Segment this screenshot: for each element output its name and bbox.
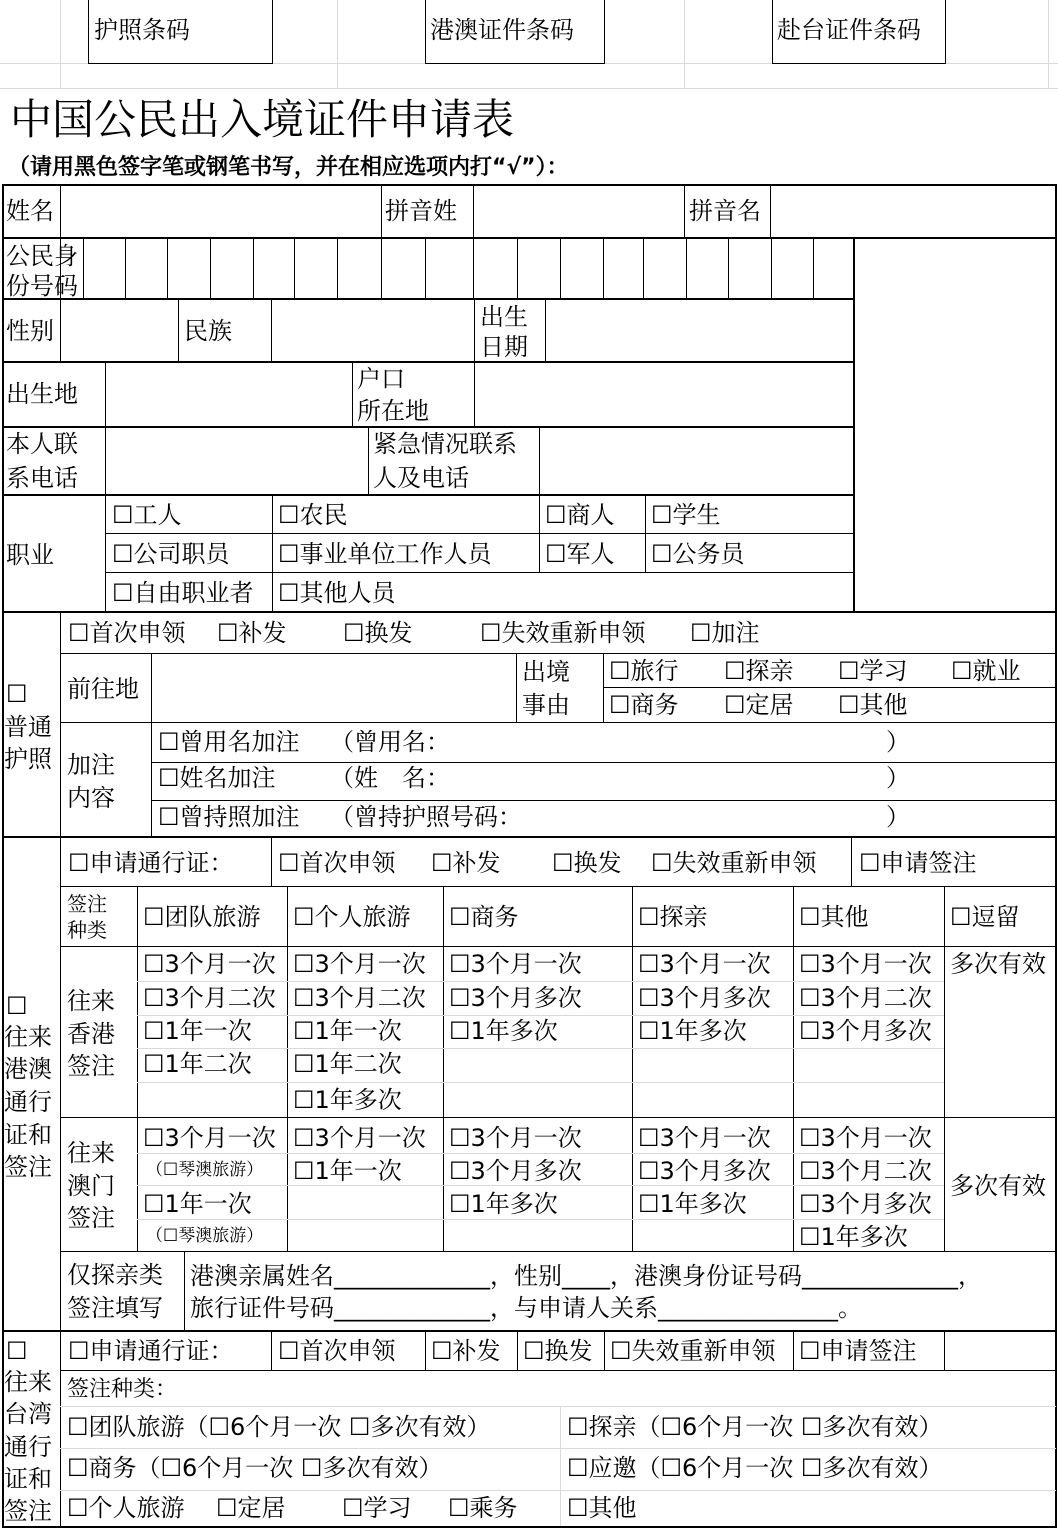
hkmo-visa-business[interactable]: ☐商务: [449, 903, 519, 931]
hk-visa-option[interactable]: ☐3个月一次: [293, 950, 426, 978]
mo-hengqin-2[interactable]: （☐琴澳旅游）: [146, 1226, 264, 1246]
row-line: [60, 1370, 1056, 1371]
hk-visa-option[interactable]: ☐3个月一次: [143, 950, 276, 978]
mo-visa-option[interactable]: ☐3个月一次: [799, 1124, 932, 1152]
occupation-freelancer[interactable]: ☐自由职业者: [112, 579, 254, 607]
mo-hengqin-1[interactable]: （☐琴澳旅游）: [146, 1160, 264, 1180]
hkmo-side-label-4: 证和: [4, 1121, 52, 1149]
hkmo-side-label-5: 签注: [4, 1153, 52, 1181]
visit-only-label-1: 仅探亲类: [67, 1261, 163, 1289]
mo-visa-option[interactable]: ☐3个月一次: [449, 1124, 582, 1152]
reason-study[interactable]: ☐学习: [838, 657, 908, 685]
hkmacao-barcode-label: 港澳证件条码: [430, 16, 574, 44]
taiwan-business[interactable]: ☐商务（☐6个月一次 ☐多次有效）: [67, 1454, 443, 1482]
ethnicity-field[interactable]: [273, 300, 473, 360]
row-line: [151, 762, 1056, 763]
row-line: [137, 1082, 944, 1083]
col-line: [560, 1406, 561, 1526]
phone-field[interactable]: [107, 428, 367, 492]
mo-visa-option[interactable]: ☐1年多次: [638, 1190, 747, 1218]
page-title: 中国公民出入境证件申请表: [10, 95, 515, 144]
hk-visa-option[interactable]: ☐1年一次: [293, 1017, 402, 1045]
row-line: [60, 1448, 1056, 1449]
taiwan-reissue[interactable]: ☐补发: [431, 1337, 501, 1365]
row-line: [137, 1015, 944, 1016]
row-line: [2, 836, 1056, 838]
row-line: [2, 611, 1056, 613]
endorse-prev-passport[interactable]: ☐曾持照加注: [158, 803, 300, 831]
hk-visa-option[interactable]: ☐3个月二次: [143, 984, 276, 1012]
hk-visa-option[interactable]: ☐1年一次: [143, 1017, 252, 1045]
endorse-close-3: ）: [886, 803, 910, 831]
taiwan-family[interactable]: ☐探亲（☐6个月一次 ☐多次有效）: [567, 1413, 943, 1441]
id-digit-cell[interactable]: [687, 239, 727, 297]
reason-label-line1: 出境: [522, 658, 570, 686]
occupation-label: 职业: [6, 541, 54, 569]
gridline: [684, 0, 685, 88]
id-digit-cell[interactable]: [772, 239, 812, 297]
hkmo-apply-permit[interactable]: ☐申请通行证：: [68, 849, 234, 877]
occupation-student[interactable]: ☐学生: [651, 501, 721, 529]
destination-field[interactable]: [153, 655, 515, 721]
hk-label-3: 签注: [67, 1052, 115, 1080]
occupation-employee[interactable]: ☐公司职员: [112, 540, 230, 568]
col-line: [137, 886, 138, 1251]
col-line: [271, 298, 272, 361]
gender-label: 性别: [6, 317, 54, 345]
occupation-worker[interactable]: ☐工人: [112, 501, 182, 529]
taiwan-checkbox[interactable]: ☐: [6, 1337, 28, 1365]
hk-label-2: 香港: [67, 1020, 115, 1048]
row-line: [137, 1048, 944, 1049]
mo-visa-option: 多次有效: [950, 1172, 1046, 1200]
hkmo-side-label-2: 港澳: [4, 1055, 52, 1083]
col-line: [539, 494, 540, 572]
col-line: [271, 1330, 272, 1370]
taiwan-group-tour[interactable]: ☐团队旅游（☐6个月一次 ☐多次有效）: [67, 1413, 491, 1441]
passport-barcode-box[interactable]: [88, 0, 273, 64]
mo-visa-option[interactable]: ☐3个月二次: [799, 1157, 932, 1185]
hk-visa-option[interactable]: ☐3个月多次: [799, 1017, 932, 1045]
name-field[interactable]: [62, 186, 380, 236]
hkmo-side-label-1: 往来: [4, 1023, 52, 1051]
hkmo-visa-group-tour[interactable]: ☐团队旅游: [143, 903, 261, 931]
row-line: [60, 722, 1056, 723]
occupation-other[interactable]: ☐其他人员: [278, 579, 396, 607]
page-subtitle: （请用黑色签字笔或钢笔书写，并在相应选项内打“√”）：: [8, 155, 569, 180]
id-digit-cell[interactable]: [814, 239, 852, 297]
col-line: [851, 836, 852, 886]
id-digit-cell[interactable]: [426, 239, 472, 297]
hk-visa-option[interactable]: ☐3个月二次: [799, 984, 932, 1012]
gender-field[interactable]: [62, 300, 177, 360]
form-border-left: [2, 184, 4, 1528]
hukou-label-line2: 所在地: [357, 397, 429, 425]
endorse-name-hint: （姓 名：: [330, 764, 450, 792]
taiwan-visa-type-label: 签注种类：: [67, 1377, 178, 1402]
id-digit-cell[interactable]: [168, 239, 209, 297]
phone-label-line1: 本人联: [6, 430, 78, 458]
endorse-prev-passport-hint: （曾持护照号码：: [330, 803, 522, 831]
hk-visa-option[interactable]: ☐3个月多次: [449, 984, 582, 1012]
taiwan-crew[interactable]: ☐乘务: [448, 1494, 518, 1522]
passport-side-label-2: 护照: [4, 745, 52, 773]
taiwan-side-label-1: 往来: [4, 1368, 52, 1396]
taiwan-other[interactable]: ☐其他: [567, 1494, 637, 1522]
col-line: [517, 1330, 518, 1370]
id-digit-cell[interactable]: [518, 239, 559, 297]
id-digit-cell[interactable]: [561, 239, 602, 297]
visit-info-line2[interactable]: 旅行证件号码_____________，与申请人关系_______________。: [190, 1294, 862, 1322]
occupation-merchant[interactable]: ☐商人: [545, 501, 615, 529]
col-line: [645, 494, 646, 572]
row-line: [2, 1330, 1056, 1332]
row-line: [60, 653, 1056, 654]
visit-only-label-2: 签注填写: [67, 1294, 163, 1322]
taiwan-first-apply[interactable]: ☐首次申领: [278, 1337, 396, 1365]
id-digit-cell[interactable]: [382, 239, 424, 297]
mo-visa-option[interactable]: ☐3个月多次: [799, 1190, 932, 1218]
hk-visa-option[interactable]: ☐3个月一次: [449, 950, 582, 978]
form-border-right: [1055, 184, 1057, 1528]
passport-endorse[interactable]: ☐加注: [690, 619, 760, 647]
endorse-close-2: ）: [886, 764, 910, 792]
phone-label-line2: 系电话: [6, 464, 78, 492]
id-digit-cell[interactable]: [126, 239, 166, 297]
row-line: [137, 1153, 944, 1154]
reason-settle[interactable]: ☐定居: [724, 691, 794, 719]
hkmo-apply-visa[interactable]: ☐申请签注: [859, 849, 977, 877]
pinyin-surname-label: 拼音姓: [385, 197, 457, 225]
passport-first-apply[interactable]: ☐首次申领: [68, 619, 186, 647]
hkmo-visa-family[interactable]: ☐探亲: [638, 903, 708, 931]
col-line: [352, 361, 353, 426]
col-line: [770, 184, 771, 237]
hk-visa-option[interactable]: ☐1年二次: [293, 1050, 402, 1078]
emergency-label-line1: 紧急情况联系: [373, 430, 517, 458]
col-line: [184, 1251, 185, 1330]
reason-employment[interactable]: ☐就业: [951, 657, 1021, 685]
visit-info-line1[interactable]: 港澳亲属姓名_____________，性别____，港澳身份证号码_____________，: [190, 1262, 982, 1290]
col-line: [684, 184, 685, 237]
gridline: [1048, 0, 1049, 88]
row-line: [137, 1219, 944, 1220]
taiwan-side-label-3: 通行: [4, 1433, 52, 1461]
mo-visa-option[interactable]: ☐3个月一次: [638, 1124, 771, 1152]
birthplace-field[interactable]: [107, 363, 351, 425]
pinyin-surname-field[interactable]: [475, 186, 683, 236]
hkmo-visa-type-label-2: 种类: [67, 918, 107, 942]
col-line: [516, 653, 517, 722]
dob-label-line2: 日期: [480, 333, 528, 361]
taiwan-side-label-4: 证和: [4, 1465, 52, 1493]
col-line: [853, 237, 855, 611]
taiwan-invited[interactable]: ☐应邀（☐6个月一次 ☐多次有效）: [567, 1454, 943, 1482]
hkmo-checkbox[interactable]: ☐: [6, 992, 28, 1020]
reason-visit-family[interactable]: ☐探亲: [724, 657, 794, 685]
row-line: [105, 533, 853, 534]
hkmo-visa-individual-tour[interactable]: ☐个人旅游: [293, 903, 411, 931]
col-line: [443, 886, 444, 1251]
gridline: [337, 0, 338, 88]
taiwan-side-label-5: 签注: [4, 1497, 52, 1525]
hk-visa-option[interactable]: ☐3个月二次: [293, 984, 426, 1012]
col-line: [271, 836, 272, 886]
row-line: [60, 886, 1056, 887]
col-line: [944, 886, 945, 1251]
id-digit-cell[interactable]: [338, 239, 380, 297]
mo-visa-option[interactable]: ☐3个月多次: [449, 1157, 582, 1185]
mo-visa-option[interactable]: ☐3个月一次: [293, 1124, 426, 1152]
mo-visa-option[interactable]: ☐1年多次: [449, 1190, 558, 1218]
taiwan-apply-permit[interactable]: ☐申请通行证：: [68, 1337, 234, 1365]
col-line: [151, 653, 152, 836]
mo-1y-single[interactable]: ☐1年一次: [143, 1190, 252, 1218]
hkmo-reissue[interactable]: ☐补发: [431, 849, 501, 877]
reason-label-line2: 事由: [522, 691, 570, 719]
hkmo-renew[interactable]: ☐换发: [552, 849, 622, 877]
endorse-close-1: ）: [886, 728, 910, 756]
col-line: [545, 298, 546, 361]
reason-other[interactable]: ☐其他: [838, 691, 908, 719]
col-line: [178, 298, 179, 361]
id-digit-cell[interactable]: [295, 239, 336, 297]
hkmo-visa-stay[interactable]: ☐逗留: [950, 903, 1020, 931]
id-label-line1: 公民身: [6, 242, 78, 270]
endorse-content-label-1: 加注: [67, 751, 115, 779]
passport-reapply-invalid[interactable]: ☐失效重新申领: [480, 619, 646, 647]
occupation-soldier[interactable]: ☐军人: [545, 540, 615, 568]
hkmacao-barcode-box[interactable]: [425, 0, 605, 64]
col-line: [474, 298, 475, 361]
col-line: [60, 298, 61, 361]
gridline: [0, 88, 1058, 89]
hk-visa-option[interactable]: ☐1年多次: [638, 1017, 747, 1045]
hk-visa-option[interactable]: ☐3个月多次: [638, 984, 771, 1012]
hk-visa-option[interactable]: ☐1年多次: [449, 1017, 558, 1045]
passport-renew[interactable]: ☐换发: [343, 619, 413, 647]
row-line: [60, 1117, 1056, 1118]
endorse-name[interactable]: ☐姓名加注: [158, 764, 276, 792]
col-line: [287, 886, 288, 1251]
name-label: 姓名: [6, 197, 54, 225]
taiwan-apply-visa[interactable]: ☐申请签注: [799, 1337, 917, 1365]
col-line: [474, 361, 475, 426]
col-line: [632, 886, 633, 1251]
hkmo-visa-other[interactable]: ☐其他: [799, 903, 869, 931]
col-line: [604, 1330, 605, 1370]
row-line: [60, 946, 1056, 947]
taiwan-side-label-2: 台湾: [4, 1400, 52, 1428]
taiwan-individual-tour[interactable]: ☐个人旅游: [67, 1494, 185, 1522]
col-line: [105, 361, 106, 611]
id-digit-cell[interactable]: [729, 239, 770, 297]
row-line: [151, 800, 1056, 801]
mo-label-3: 签注: [67, 1204, 115, 1232]
passport-checkbox[interactable]: ☐: [6, 680, 28, 708]
row-line: [60, 1406, 1056, 1407]
passport-barcode-label: 护照条码: [94, 16, 190, 44]
hkmo-visa-type-label-1: 签注: [67, 892, 107, 916]
col-line: [381, 184, 382, 237]
reason-travel[interactable]: ☐旅行: [609, 657, 679, 685]
col-line: [368, 426, 369, 494]
col-line: [793, 1330, 794, 1370]
taiwan-study[interactable]: ☐学习: [342, 1494, 412, 1522]
hk-visa-option[interactable]: ☐1年多次: [293, 1086, 402, 1114]
row-line: [603, 687, 1056, 688]
destination-label: 前往地: [67, 675, 139, 703]
endorse-former-name[interactable]: ☐曾用名加注: [158, 728, 300, 756]
hk-visa-option[interactable]: ☐3个月一次: [638, 950, 771, 978]
id-label-line2: 份号码: [6, 272, 78, 300]
pinyin-given-field[interactable]: [772, 186, 1054, 236]
hk-visa-option: 多次有效: [950, 950, 1046, 978]
passport-side-label-1: 普通: [4, 713, 52, 741]
occupation-civil-servant[interactable]: ☐公务员: [651, 540, 745, 568]
id-digit-cell[interactable]: [254, 239, 293, 297]
col-line: [539, 426, 540, 494]
col-line: [425, 1330, 426, 1370]
birthplace-label: 出生地: [6, 380, 78, 408]
ethnicity-label: 民族: [184, 317, 232, 345]
col-line: [473, 184, 474, 237]
taiwan-settle[interactable]: ☐定居: [216, 1494, 286, 1522]
mo-label-2: 澳门: [67, 1172, 115, 1200]
taiwan-barcode-label: 赴台证件条码: [777, 16, 921, 44]
endorse-content-label-2: 内容: [67, 784, 115, 812]
hk-label-1: 往来: [67, 987, 115, 1015]
hkmo-first-apply[interactable]: ☐首次申领: [278, 849, 396, 877]
row-line: [60, 1490, 1056, 1491]
mo-visa-option[interactable]: ☐1年多次: [799, 1223, 908, 1251]
mo-visa-option[interactable]: ☐1年一次: [293, 1157, 402, 1185]
taiwan-barcode-box[interactable]: [772, 0, 946, 64]
emergency-field[interactable]: [541, 428, 852, 492]
hkmo-side-label-3: 通行: [4, 1088, 52, 1116]
mo-label-1: 往来: [67, 1139, 115, 1167]
taiwan-renew[interactable]: ☐换发: [523, 1337, 593, 1365]
hkmo-reapply-invalid[interactable]: ☐失效重新申领: [651, 849, 817, 877]
pinyin-given-label: 拼音名: [689, 197, 761, 225]
endorse-former-name-hint: （曾用名：: [330, 728, 450, 756]
col-line: [272, 494, 273, 611]
id-digit-cell[interactable]: [644, 239, 685, 297]
gridline: [60, 0, 61, 88]
dob-field[interactable]: [547, 300, 852, 360]
passport-reissue[interactable]: ☐补发: [217, 619, 287, 647]
occupation-farmer[interactable]: ☐农民: [278, 501, 348, 529]
row-line: [105, 572, 853, 573]
id-digit-cell[interactable]: [474, 239, 516, 297]
col-line: [944, 1330, 945, 1370]
hk-visa-option[interactable]: ☐1年二次: [143, 1050, 252, 1078]
col-line: [60, 184, 61, 237]
reason-business[interactable]: ☐商务: [609, 691, 679, 719]
hukou-field[interactable]: [476, 363, 852, 425]
id-digit-cell[interactable]: [84, 239, 124, 297]
mo-visa-option[interactable]: ☐3个月多次: [638, 1157, 771, 1185]
hukou-label-line1: 户口: [357, 365, 405, 393]
occupation-institution[interactable]: ☐事业单位工作人员: [278, 540, 492, 568]
mo-3m-single[interactable]: ☐3个月一次: [143, 1124, 276, 1152]
hk-visa-option[interactable]: ☐3个月一次: [799, 950, 932, 978]
taiwan-reapply-invalid[interactable]: ☐失效重新申领: [610, 1337, 776, 1365]
id-digit-cell[interactable]: [211, 239, 252, 297]
emergency-label-line2: 人及电话: [373, 464, 469, 492]
dob-label-line1: 出生: [480, 303, 528, 331]
col-line: [60, 611, 61, 1526]
row-line: [137, 981, 944, 982]
col-line: [793, 886, 794, 1251]
id-digit-cell[interactable]: [604, 239, 642, 297]
